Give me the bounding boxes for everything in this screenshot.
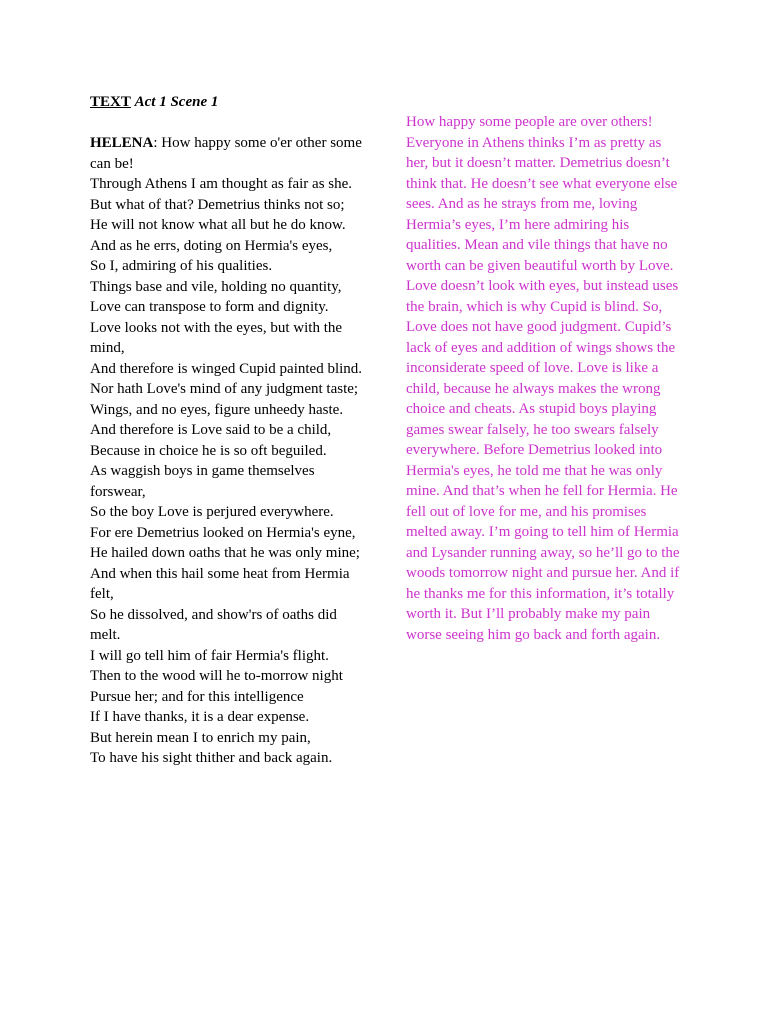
speech-line: Wings, and no eyes, figure unheedy haste. xyxy=(90,401,344,418)
modern-translation: How happy some people are over others! Everyone in Athens thinks I’m as pretty as her, but it doesn’t matter. Demetrius doesn’t think that. He doesn’t see what everyone else sees. And as he strays from me, loving Hermia’s eyes, I’m here admiring his qualities. Mean and vile things that have no worth can be given beautiful worth by Love. Love doesn’t look with eyes, but instead uses the brain, which is why Cupid is blind. So, Love does not have good judgment. Cupid’s lack of eyes and addition of wings shows the inconsiderate speed of love. Love is like a child, because he always makes the wrong choice and cheats. As stupid boys playing games swear falsely, he too swears falsely everywhere. Before Demetrius looked into Hermia's eyes, he told me that he was only mine. And that’s when he fell for Hermia. He fell out of love for me, and his promises melted away. I’m going to tell him of Hermia and Lysander running away, so he’ll go to the woods tomorrow night and pursue her. And if he thanks me for this information, it’s totally worth it. But I’ll probably make my pain worse seeing him go back and forth again. xyxy=(406,114,680,643)
speech-line: So he dissolved, and show'rs of oaths did melt. xyxy=(90,606,337,643)
speech-lines xyxy=(90,174,370,769)
speech-line: Love can transpose to form and dignity. xyxy=(90,299,329,315)
speech-line: Things base and vile, holding no quantity, xyxy=(90,278,342,295)
helena-speech xyxy=(90,133,370,769)
speech-line: He hailed down oaths that he was only mine; xyxy=(90,545,360,561)
speech-line: So I, admiring of his qualities. xyxy=(90,258,273,274)
speech-line: Because in choice he is so oft beguiled. xyxy=(90,442,327,459)
speech-line: And when this hail some heat from Hermia felt, xyxy=(90,565,350,602)
original-text-column xyxy=(90,92,370,769)
speech-line: To have his sight thither and back again. xyxy=(90,750,333,766)
speech-line: He will not know what all but he do know. xyxy=(90,217,346,233)
speech-line: But what of that? Demetrius thinks not so; xyxy=(90,196,345,213)
speech-line: Nor hath Love's mind of any judgment taste; xyxy=(90,381,359,397)
heading-scene: Act 1 Scene 1 xyxy=(134,94,219,110)
first-line-rest: : How happy some o'er other some can be! xyxy=(90,135,362,172)
speaker-name: HELENA xyxy=(90,135,154,151)
modern-translation-column xyxy=(406,112,682,645)
scene-heading xyxy=(90,92,370,113)
speech-line: If I have thanks, it is a dear expense. xyxy=(90,709,310,725)
speech-line: I will go tell him of fair Hermia's flight. xyxy=(90,647,329,664)
speech-line: And therefore is Love said to be a child, xyxy=(90,422,332,438)
speech-line: So the boy Love is perjured everywhere. xyxy=(90,504,334,520)
speech-line: And as he errs, doting on Hermia's eyes, xyxy=(90,237,333,254)
speech-line: Then to the wood will he to-morrow night xyxy=(90,668,343,684)
speech-line: Through Athens I am thought as fair as she. xyxy=(90,176,353,192)
speech-first-line xyxy=(90,133,370,174)
heading-label: TEXT xyxy=(90,94,131,110)
speech-line: As waggish boys in game themselves forswear, xyxy=(90,463,315,500)
speech-line: But herein mean I to enrich my pain, xyxy=(90,729,311,746)
speech-line: And therefore is winged Cupid painted blind. xyxy=(90,360,363,377)
speech-line: Love looks not with the eyes, but with the mind, xyxy=(90,319,343,356)
speech-line: For ere Demetrius looked on Hermia's eyne, xyxy=(90,524,356,541)
speech-line: Pursue her; and for this intelligence xyxy=(90,688,304,705)
